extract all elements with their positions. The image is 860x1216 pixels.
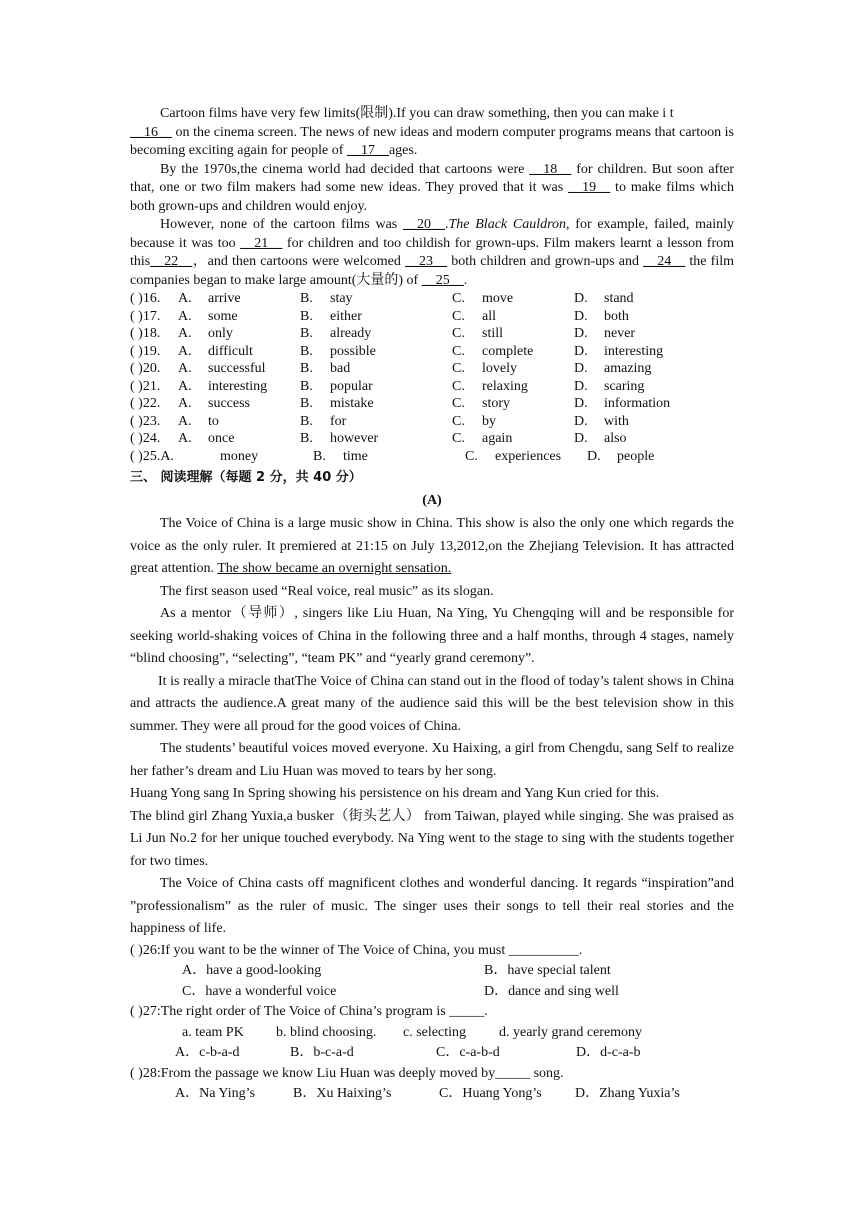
text: Cartoon films have very few limits(限制).If you can draw something, then you can make i t: [160, 106, 674, 121]
option-b: time: [343, 448, 368, 464]
passage-paragraph: As a mentor（导师）, singers like Liu Huan, Na Ying, Yu Chengqing will and be responsible for seeking world-shaking voices of China in the following three and a half months, through 4 stages, namely “blind choosing”, “selecting”, “team PK” and “yearly grand ceremony”.: [130, 606, 734, 666]
reading-questions: [130, 941, 734, 1105]
option-c: move: [482, 291, 514, 306]
section-title: 三、 阅读理解（每题 2 分，共 40 分）: [130, 470, 362, 485]
option-d: interesting: [604, 343, 664, 359]
option-c: C．c-a-b-d: [436, 1045, 500, 1060]
item-a: a. team PK: [182, 1024, 244, 1040]
option-c: experiences: [495, 448, 562, 464]
option-letter: C.: [452, 413, 465, 429]
option-b: B．have special talent: [484, 963, 611, 978]
text: The Voice of China is a large music show in China. This show is also the only one which regards the voice as the only ruler. It premiered at 21:15 on July 13,2012,on the Zhejiang Television. It has attracted great attention.: [130, 516, 734, 576]
text: ages.: [388, 143, 418, 158]
option-d: never: [604, 326, 636, 341]
text: for children and too childish for grown-ups. Film makers learnt a lesson from this: [130, 235, 735, 269]
option-d: D．Zhang Yuxia’s: [575, 1086, 680, 1101]
blank-20: __20__: [403, 217, 445, 232]
option-letter: A.: [178, 361, 192, 376]
blank-18: __18__: [529, 161, 572, 177]
option-a: money: [220, 448, 259, 464]
question-row: [130, 325, 734, 343]
passage-a: [130, 513, 734, 941]
question-number: ( )25.A.: [130, 448, 174, 464]
option-b: stay: [330, 291, 353, 306]
text: to make films which both grown-ups and children would enjoy.: [130, 180, 734, 214]
passage-paragraph: The students’ beautiful voices moved everyone. Xu Haixing, a girl from Chengdu, sang Self to realize her father’s dream and Liu Huan was moved to tears by her song.: [130, 741, 734, 779]
option-letter: B.: [300, 326, 313, 341]
underlined-sentence: The show became an overnight sensation.: [217, 561, 452, 576]
option-letter: A.: [178, 308, 192, 324]
blank-24: __24__: [643, 254, 686, 269]
option-b: either: [330, 308, 362, 324]
option-letter: D.: [574, 413, 588, 429]
cloze-question-list: [130, 290, 734, 465]
option-letter: B.: [300, 361, 313, 376]
passage-paragraph: Huang Yong sang In Spring showing his persistence on his dream and Yang Kun cried for this.: [130, 786, 660, 801]
option-letter: D.: [574, 291, 588, 306]
option-letter: C.: [452, 431, 465, 446]
text: for children. But soon after that, one or two film makers had some new ideas. They proved that it was: [130, 161, 734, 195]
option-d: D．d-c-a-b: [576, 1045, 641, 1060]
option-b: B．Xu Haixing’s: [293, 1086, 392, 1101]
question-number: ( )22.: [130, 396, 161, 411]
option-b: for: [330, 413, 347, 429]
text: However, none of the cartoon films was: [160, 217, 403, 232]
option-b: popular: [330, 378, 373, 394]
option-letter: A.: [178, 396, 192, 411]
text: .: [463, 272, 468, 288]
question-26: ( )26:If you want to be the winner of The Voice of China, you must __________.: [130, 942, 583, 958]
option-d: both: [604, 308, 629, 324]
option-c: relaxing: [482, 378, 528, 394]
question-number: ( )18.: [130, 326, 161, 341]
blank-22: __22__: [150, 254, 193, 269]
question-row: [130, 290, 734, 308]
option-a: arrive: [208, 291, 241, 306]
option-letter: C.: [452, 308, 465, 324]
text: the film companies began to make large amount(大量的) of: [130, 254, 735, 288]
option-a: A．have a good-looking: [182, 963, 322, 978]
text: ，and then cartoons were welcomed: [192, 254, 406, 269]
option-letter: B.: [300, 291, 313, 306]
question-number: ( )17.: [130, 308, 161, 324]
option-letter: D.: [574, 343, 588, 359]
option-letter: B.: [313, 448, 326, 464]
question-row: [130, 448, 734, 466]
question-row: [130, 430, 734, 448]
option-c: by: [482, 413, 496, 429]
question-row: [130, 360, 734, 378]
option-letter: B.: [300, 431, 313, 446]
film-title: The Black Cauldron: [448, 217, 567, 232]
option-a: interesting: [208, 378, 268, 394]
option-a: difficult: [208, 343, 253, 359]
option-c: C．have a wonderful voice: [182, 983, 337, 999]
option-b: already: [330, 326, 372, 341]
question-number: ( )24.: [130, 431, 161, 446]
question-row: [130, 308, 734, 326]
option-c: story: [482, 396, 510, 411]
option-a: A．c-b-a-d: [175, 1045, 240, 1060]
option-letter: C.: [452, 291, 465, 306]
option-c: C．Huang Yong’s: [439, 1086, 542, 1101]
option-d: information: [604, 396, 671, 411]
option-letter: A.: [178, 378, 192, 394]
question-28: ( )28:From the passage we know Liu Huan was deeply moved by_____ song.: [130, 1065, 564, 1081]
option-a: success: [208, 396, 250, 411]
option-b: however: [330, 431, 379, 446]
exam-page: [130, 105, 734, 1105]
text: both children and grown-ups and: [447, 254, 644, 269]
option-letter: C.: [452, 396, 465, 411]
question-number: ( )16.: [130, 291, 161, 306]
blank-23: __23__: [405, 254, 448, 269]
passage-paragraph: [130, 513, 734, 581]
option-letter: D.: [574, 361, 588, 376]
option-a: some: [208, 308, 238, 324]
option-letter: C.: [452, 343, 465, 359]
option-letter: D.: [574, 326, 588, 341]
blank-17: __17__: [346, 143, 389, 158]
option-a: to: [208, 413, 219, 429]
item-b: b. blind choosing.: [276, 1024, 377, 1040]
options-row: [130, 1043, 734, 1064]
question-row: [130, 378, 734, 396]
question-27: ( )27:The right order of The Voice of China’s program is _____.: [130, 1004, 488, 1019]
option-letter: A.: [178, 431, 192, 446]
text: .: [445, 217, 449, 232]
text: By the 1970s,the cinema world had decided that cartoons were: [160, 161, 530, 177]
option-letter: D.: [574, 378, 588, 394]
items-row: [130, 1023, 734, 1044]
question-row: [130, 413, 734, 431]
item-c: c. selecting: [403, 1024, 466, 1040]
cloze-paragraph-1: [130, 105, 734, 161]
option-d: stand: [604, 291, 634, 306]
option-letter: D.: [574, 431, 588, 446]
option-letter: C.: [465, 448, 478, 464]
passage-paragraph: The first season used “Real voice, real music” as its slogan.: [160, 583, 494, 599]
option-a: A．Na Ying’s: [175, 1086, 255, 1101]
option-b: bad: [330, 361, 351, 376]
options-row: [130, 1084, 734, 1105]
blank-25: __25__: [421, 272, 464, 288]
option-letter: A.: [178, 291, 192, 306]
option-d: also: [604, 431, 627, 446]
option-letter: C.: [452, 361, 465, 376]
option-c: again: [482, 431, 513, 446]
option-b: B．b-c-a-d: [290, 1045, 354, 1060]
option-letter: D.: [587, 448, 601, 464]
cloze-paragraph-3: [130, 216, 734, 290]
option-a: only: [208, 326, 233, 341]
text: on the cinema screen. The news of new ideas and modern computer programs means that cartoon is becoming exciting again for people of: [130, 124, 734, 158]
option-c: complete: [482, 343, 534, 359]
options-row: [130, 982, 734, 1003]
blank-19: __19__: [568, 180, 611, 195]
option-letter: A.: [178, 413, 192, 429]
option-d: amazing: [604, 361, 652, 376]
option-letter: C.: [452, 326, 465, 341]
question-row: [130, 395, 734, 413]
blank-21: __21__: [240, 235, 283, 251]
text: , for example, failed, mainly because it was too: [130, 217, 735, 251]
option-d: D．dance and sing well: [484, 983, 619, 999]
cloze-paragraph-2: [130, 161, 734, 217]
option-c: all: [482, 308, 496, 324]
question-number: ( )23.: [130, 413, 161, 429]
question-number: ( )19.: [130, 343, 161, 359]
option-c: lovely: [482, 361, 517, 376]
option-letter: B.: [300, 378, 313, 394]
option-d: scaring: [604, 378, 645, 394]
option-letter: A.: [178, 343, 192, 359]
option-c: still: [482, 326, 504, 341]
item-d: d. yearly grand ceremony: [499, 1024, 643, 1040]
option-letter: A.: [178, 326, 192, 341]
option-letter: B.: [300, 396, 313, 411]
option-b: possible: [330, 343, 376, 359]
option-d: people: [617, 448, 655, 464]
option-letter: B.: [300, 413, 313, 429]
passage-paragraph: It is really a miracle thatThe Voice of China can stand out in the flood of today’s talent shows in China and attracts the audience.A great many of the audience said this will be the best television show in this summer. They were all proud for the good voices of China.: [130, 673, 734, 734]
options-row: [130, 961, 734, 982]
question-row: [130, 343, 734, 361]
option-letter: C.: [452, 378, 465, 394]
question-number: ( )20.: [130, 361, 161, 376]
option-b: mistake: [330, 396, 374, 411]
passage-paragraph: The Voice of China casts off magnificent clothes and wonderful dancing. It regards “inspiration”and ”professionalism” as the ruler of music. The singer uses their songs to tell their real stories and the happiness of life.: [130, 876, 734, 936]
option-d: with: [604, 413, 629, 429]
question-number: ( )21.: [130, 378, 161, 394]
option-a: successful: [208, 361, 266, 376]
passage-title: (A): [422, 493, 442, 508]
option-letter: B.: [300, 343, 313, 359]
option-a: once: [208, 431, 235, 446]
option-letter: D.: [574, 308, 588, 324]
blank-16: __16__: [130, 124, 172, 140]
option-letter: D.: [574, 396, 588, 411]
passage-paragraph: The blind girl Zhang Yuxia,a busker（街头艺人） from Taiwan, played while singing. She was praised as Li Jun No.2 for her unique touched everybody. Na Ying went to the stage to sing with the students together for two times.: [130, 808, 734, 869]
option-letter: B.: [300, 308, 313, 324]
